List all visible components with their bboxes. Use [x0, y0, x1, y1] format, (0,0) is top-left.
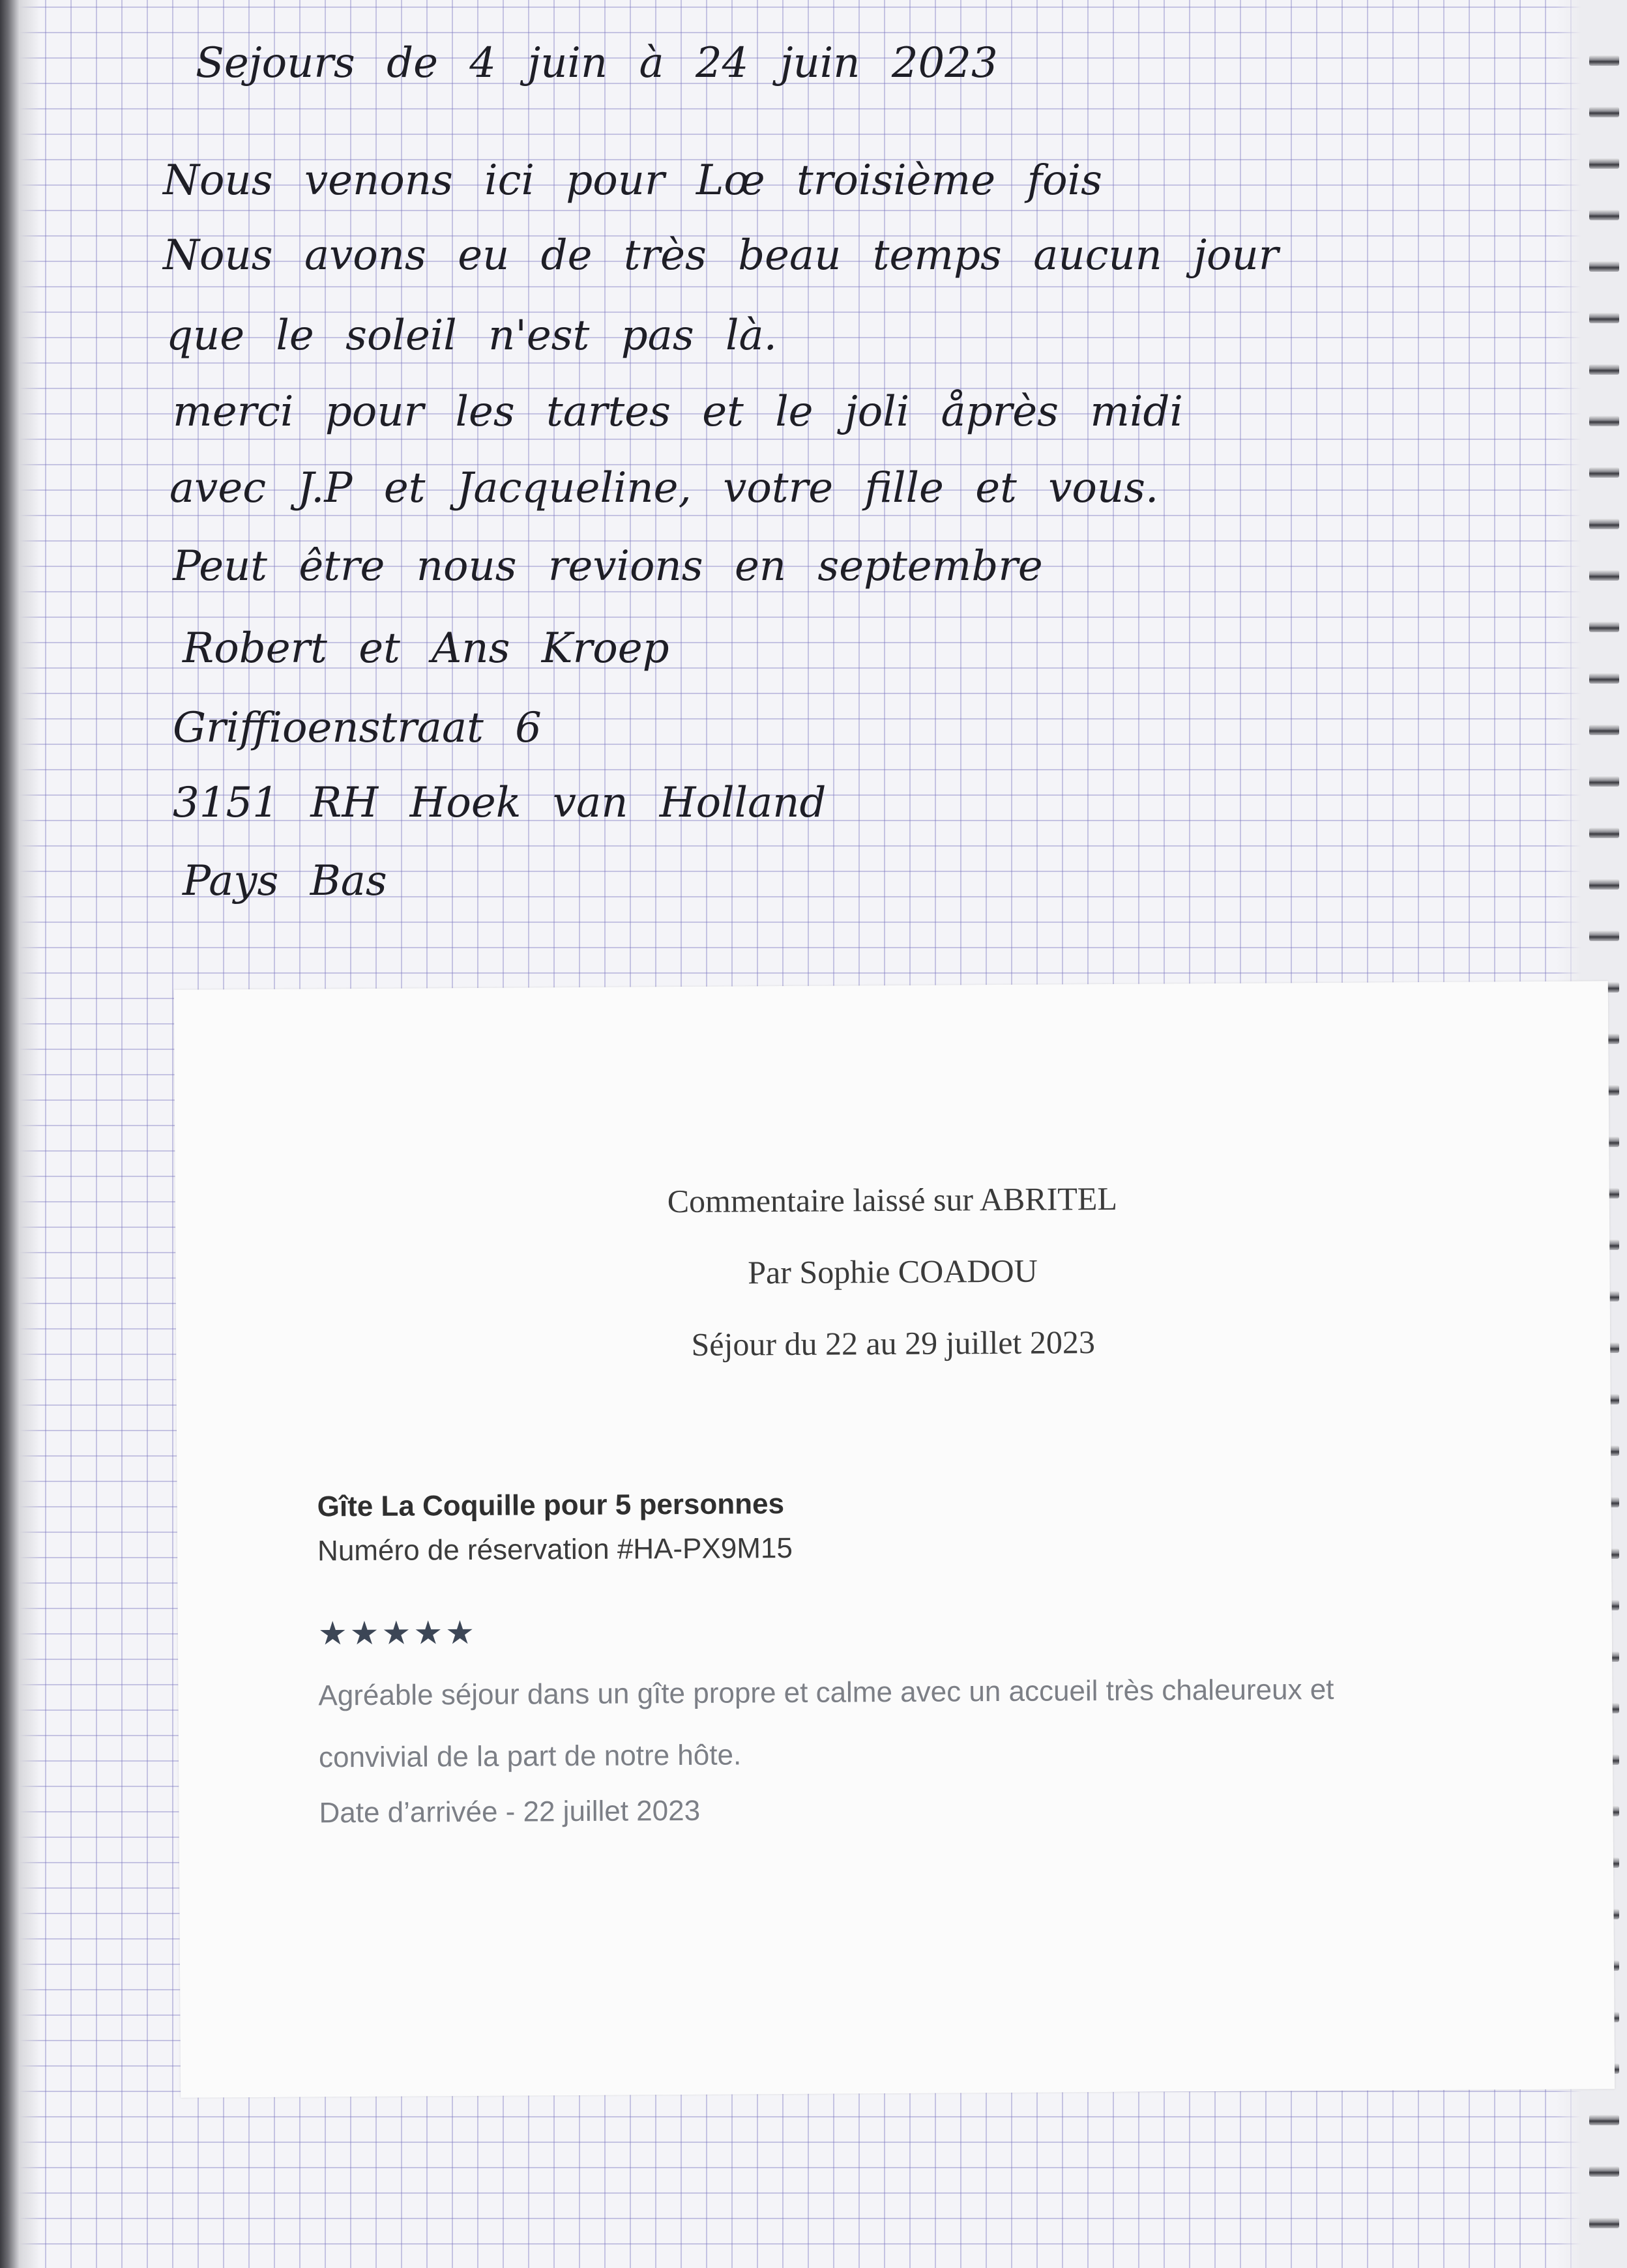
handwritten-line: que le soleil n'est pas là.	[166, 312, 777, 360]
handwritten-line: Peut être nous revions en septembre	[173, 542, 1043, 590]
printed-review-card	[174, 981, 1615, 2097]
handwritten-line: Sejours de 4 juin à 24 juin 2023	[196, 39, 998, 87]
spiral-ring	[1589, 416, 1619, 426]
spiral-ring	[1589, 673, 1619, 684]
spiral-ring	[1589, 261, 1619, 272]
handwritten-line: merci pour les tartes et le joli åprès midi	[173, 388, 1183, 436]
reservation-number: Numéro de réservation #HA-PX9M15	[317, 1532, 793, 1567]
listing-title: Gîte La Coquille pour 5 personnes	[317, 1488, 785, 1523]
handwritten-line: Robert et Ans Kroep	[183, 624, 669, 673]
spiral-ring	[1589, 313, 1619, 323]
spiral-ring	[1589, 570, 1619, 581]
handwritten-line: Pays Bas	[183, 857, 387, 905]
spiral-ring	[1589, 55, 1619, 66]
spiral-ring	[1589, 210, 1619, 220]
spiral-ring	[1589, 2115, 1619, 2125]
handwritten-line: Nous venons ici pour Lœ troisième fois	[163, 156, 1102, 205]
handwritten-line: avec J.P et Jacqueline, votre fille et vous.	[169, 464, 1159, 512]
spiral-ring	[1589, 776, 1619, 787]
spiral-ring	[1589, 364, 1619, 375]
spiral-ring	[1589, 519, 1619, 529]
spiral-ring	[1589, 107, 1619, 117]
spiral-ring	[1589, 725, 1619, 735]
handwritten-line: Griffioenstraat 6	[173, 704, 542, 752]
card-author: Par Sophie COADOU	[748, 1252, 1038, 1291]
card-heading: Commentaire laissé sur ABRITEL	[667, 1180, 1118, 1220]
arrival-date: Date d’arrivée - 22 juillet 2023	[319, 1794, 701, 1829]
spiral-ring	[1589, 622, 1619, 632]
review-text: Agréable séjour dans un gîte propre et calme avec un accueil très chaleureux et	[318, 1673, 1334, 1712]
page-left-edge	[0, 0, 40, 2268]
spiral-ring	[1589, 158, 1619, 169]
spiral-ring	[1589, 828, 1619, 838]
star-rating: ★★★★★	[317, 1613, 478, 1653]
spiral-ring	[1589, 467, 1619, 478]
spiral-ring	[1589, 2218, 1619, 2228]
review-text: convivial de la part de notre hôte.	[318, 1739, 742, 1774]
spiral-ring	[1589, 931, 1619, 941]
handwritten-line: 3151 RH Hoek van Holland	[173, 779, 827, 827]
card-stay-dates: Séjour du 22 au 29 juillet 2023	[691, 1324, 1096, 1363]
spiral-ring	[1589, 879, 1619, 890]
handwritten-line: Nous avons eu de très beau temps aucun jour	[163, 231, 1279, 280]
spiral-ring	[1589, 2166, 1619, 2177]
